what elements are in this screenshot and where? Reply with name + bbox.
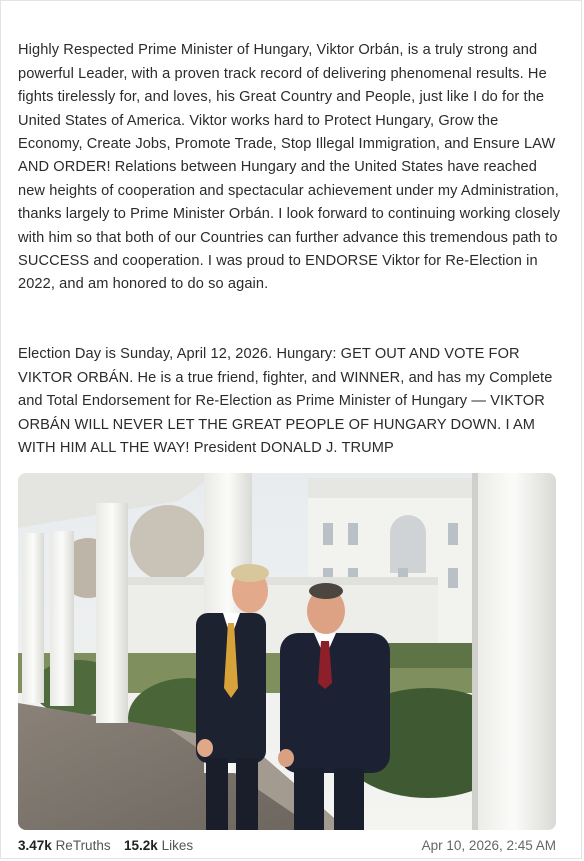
likes-count: 15.2k <box>124 838 158 853</box>
post-footer <box>18 838 556 858</box>
retruths-count: 3.47k <box>18 838 52 853</box>
photo-illustration <box>18 473 556 830</box>
likes-label: Likes <box>161 838 194 853</box>
retruths-stat[interactable] <box>18 838 111 853</box>
post-photo[interactable] <box>18 473 556 830</box>
retruths-label: ReTruths <box>55 838 111 853</box>
post-paragraph-1: Highly Respected Prime Minister of Hungary, Viktor Orbán, is a truly strong and powerful Leader, with a proven track record of delivering phenomenal results. He fights tirelessly for, and loves, his Great Country and People, just like I do for the United States of America. Viktor works hard to Protect Hungary, Grow the Economy, Create Jobs, Promote Trade, Stop Illegal Immigration, and Ensure LAW AND ORDER! Relations between Hungary and the United States have reached new heights of cooperation and spectacular achievement under my Administration, thanks largely to Prime Minister Orbán. I look forward to continuing working closely with him so that both of our Countries can further advance this tremendous path to SUCCESS and cooperation. I was proud to ENDORSE Viktor for Re-Election in 2022, and am honored to do so again. <box>18 42 561 293</box>
post-timestamp[interactable]: Apr 10, 2026, 2:45 AM <box>421 838 556 853</box>
post-body <box>18 16 562 484</box>
likes-stat[interactable] <box>124 838 193 853</box>
post-paragraph-2: Election Day is Sunday, April 12, 2026. Hungary: GET OUT AND VOTE FOR VIKTOR ORBÁN. He is a true friend, fighter, and WINNER, and has my Complete and Total Endorsement for Re-Election as Prime Minister of Hungary — VIKTOR ORBÁN WILL NEVER LET THE GREAT PEOPLE OF HUNGARY DOWN. I AM WITH HIM ALL THE WAY! President DONALD J. TRUMP <box>18 346 553 456</box>
